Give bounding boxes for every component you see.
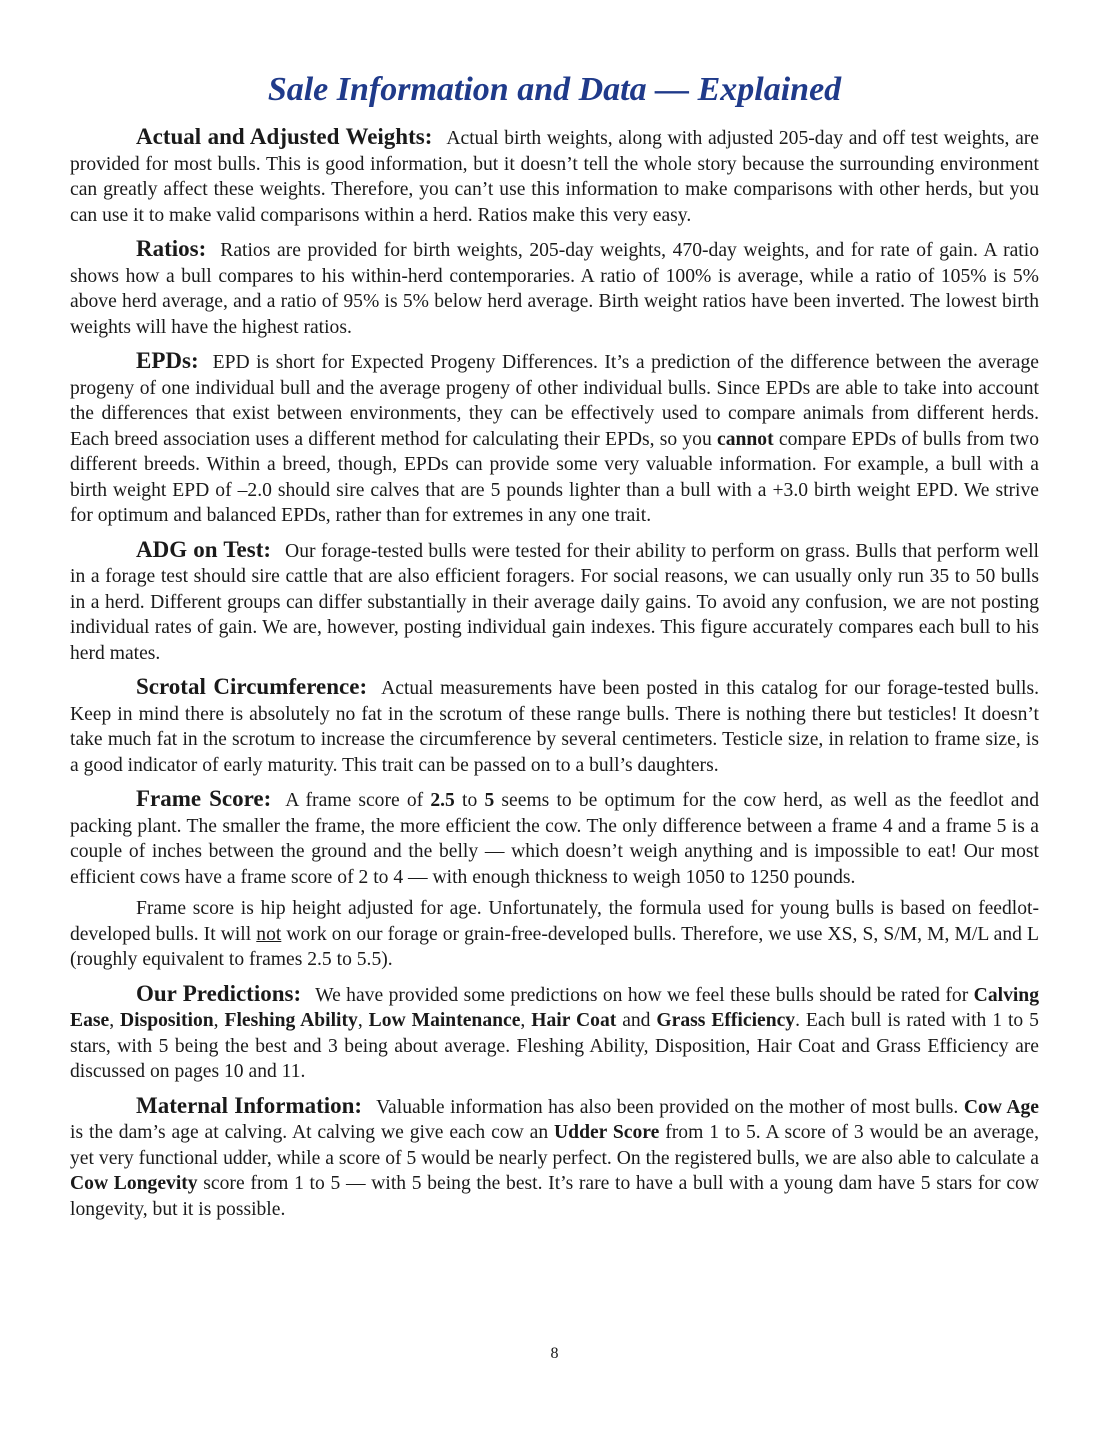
section-maternal-paragraph — [70, 1093, 1039, 1223]
section-adg-paragraph — [70, 537, 1039, 667]
section-text: compare EPDs of bulls from two different breeds. Within a breed, though, EPDs can provide some very valuable information. For example, a bull with a birth weight EPD of –2.0 should sire calves that are 5 pounds lighter than a bull with a +3.0 birth weight EPD. We strive for optimum and balanced EPDs, rather than for extremes in any one trait. — [70, 428, 1039, 526]
sections — [70, 124, 1039, 1222]
emphasis-text: Udder Score — [554, 1122, 660, 1143]
section-frame-paragraph-2 — [70, 896, 1039, 973]
emphasis-text: Grass Efficiency — [656, 1010, 796, 1031]
section-heading: Actual and Adjusted Weights: — [136, 124, 433, 149]
section-heading: EPDs: — [136, 348, 199, 373]
section-adg — [70, 537, 1039, 667]
section-weights — [70, 124, 1039, 228]
emphasis-text: 2.5 — [430, 790, 455, 811]
emphasis-text: Disposition — [120, 1010, 214, 1031]
document-page — [70, 0, 1039, 1230]
separator-text: , — [520, 1010, 526, 1031]
section-text: Frame score is hip height adjusted for age. Unfortunately, the formula used for young bulls is based on feedlot-developed bulls. It will — [70, 898, 1039, 945]
emphasis-text: Cow Longevity — [70, 1173, 198, 1194]
emphasis-text: Fleshing Ability — [224, 1010, 358, 1031]
page-number: 8 — [550, 1345, 559, 1362]
section-heading: Ratios: — [136, 236, 207, 261]
emphasis-text: Cow Age — [963, 1096, 1039, 1118]
section-text: from 1 to 5. A score of 3 would be an average, yet very functional udder, while a score of 5 would be nearly perfect. On the registered bulls, we are also able to calculate a — [70, 1122, 1039, 1169]
separator-text: , — [213, 1010, 219, 1031]
section-text: Ratios are provided for birth weights, 205-day weights, 470-day weights, and for rate of gain. A ratio shows how a bull compares to his within-herd contemporaries. A ratio of 100% is average, while a ratio of 105% is 5% above herd average, and a ratio of 95% is 5% below herd average. Birth weight ratios have been inverted. The lowest birth weights will have the highest ratios. — [70, 240, 1039, 338]
section-heading: Scrotal Circumference: — [136, 674, 368, 699]
section-epds-paragraph — [70, 348, 1039, 529]
section-epds — [70, 348, 1039, 529]
section-text: Actual measurements have been posted in this catalog for our forage-tested bulls. Keep in mind there is absolutely no fat in the scrotum of these range bulls. There is nothing there but testicles! It doesn’t take much fat in the scrotum to increase the circumference by several centimeters. Testicle size, in relation to frame size, is a good indicator of early maturity. This trait can be passed on to a bull’s daughters. — [70, 678, 1039, 776]
section-weights-paragraph — [70, 124, 1039, 228]
section-text: We have provided some predictions on how we feel these bulls should be rated for — [315, 984, 969, 1006]
page-title: Sale Information and Data — Explained — [267, 71, 842, 108]
section-text: score from 1 to 5 — with 5 being the best. It’s rare to have a bull with a young dam have 5 stars for cow longevity, but it is possible. — [70, 1173, 1040, 1220]
emphasis-text: Low Maintenance — [368, 1010, 521, 1031]
section-text: . Each bull is rated with 1 to 5 stars, with 5 being the best and 3 being about average. Fleshing Ability, Disposition, Hair Coat and Grass Efficiency are discussed on pages 10 and 11. — [70, 1010, 1039, 1082]
section-ratios-paragraph — [70, 236, 1039, 340]
separator-text: , — [109, 1010, 115, 1031]
section-heading: Frame Score: — [136, 786, 272, 811]
section-text: Our forage-tested bulls were tested for their ability to perform on grass. Bulls that perform well in a forage test should sire cattle that are also efficient foragers. For social reasons, we can usually only run 35 to 50 bulls in a herd. Different groups can differ substantially in their average daily gains. To avoid any confusion, we are not posting individual rates of gain. We are, however, posting individual gain indexes. This figure accurately compares each bull to his herd mates. — [70, 540, 1039, 664]
section-ratios — [70, 236, 1039, 340]
section-text: seems to be optimum for the cow herd, as well as the feedlot and packing plant. The smaller the frame, the more efficient the cow. The only difference between a frame 4 and a frame 5 is a couple of inches between the ground and the belly — which doesn’t weigh anything and is impossible to eat! Our most efficient cows have a frame score of 2 to 4 — with enough thickness to weigh 1050 to 1250 pounds. — [70, 790, 1039, 888]
section-maternal — [70, 1093, 1039, 1223]
emphasis-text: 5 — [484, 790, 495, 811]
emphasis-text: not — [256, 923, 282, 945]
section-frame-paragraph — [70, 786, 1039, 890]
separator-text: , — [357, 1010, 363, 1031]
section-heading: Maternal Information: — [136, 1092, 363, 1118]
section-text: Actual birth weights, along with adjusted 205-day and off test weights, are provided for most bulls. This is good information, but it doesn’t tell the whole story because the surrounding environment can greatly affect these weights. Therefore, you can’t use this information to make comparisons with other herds, but you can use it to make valid comparisons within a herd. Ratios make this very easy. — [70, 128, 1039, 226]
section-scrotal — [70, 674, 1039, 778]
section-text: is the dam’s age at calving. At calving we give each cow an — [70, 1122, 549, 1143]
section-text: Valuable information has also been provided on the mother of most bulls. — [376, 1096, 959, 1118]
emphasis-text: Hair Coat — [531, 1010, 617, 1031]
emphasis-text: Calving Ease — [70, 984, 1039, 1031]
section-heading: ADG on Test: — [136, 536, 272, 562]
section-text: to — [462, 790, 478, 811]
section-heading: Our Predictions: — [136, 980, 302, 1006]
section-scrotal-paragraph — [70, 674, 1039, 778]
section-text: work on our forage or grain-free-developed bulls. Therefore, we use XS, S, S/M, M, M/L and L (roughly equivalent to frames 2.5 to 5.5). — [70, 923, 1039, 970]
section-text: EPD is short for Expected Progeny Differences. It’s a prediction of the difference between the average progeny of one individual bull and the average progeny of other individual bulls. Since EPDs are able to take into account the differences that exist between environments, they can be effectively used to compare animals from different herds. Each breed association uses a different method for calculating their EPDs, so you — [70, 352, 1039, 450]
section-frame — [70, 786, 1039, 973]
section-text: A frame score of — [285, 790, 424, 811]
section-predictions — [70, 981, 1039, 1085]
section-predictions-paragraph — [70, 981, 1039, 1085]
emphasis-text: cannot — [717, 428, 774, 450]
section-text: and — [622, 1010, 651, 1031]
